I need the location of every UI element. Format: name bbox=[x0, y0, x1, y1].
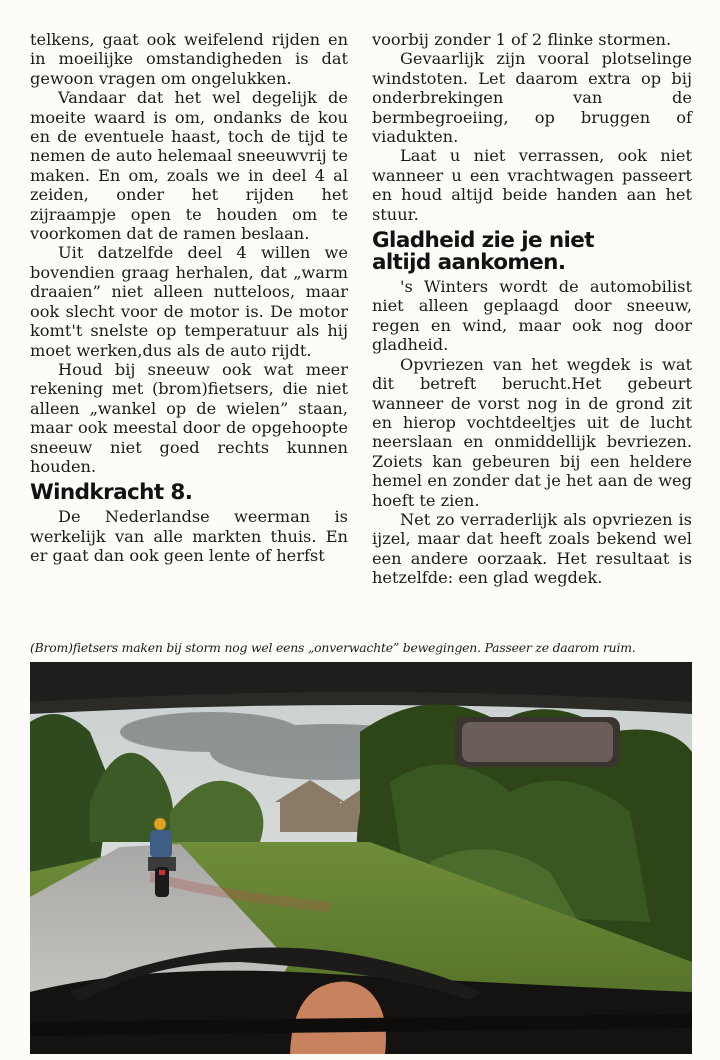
paragraph: Vandaar dat het wel degelijk de moeite waard is om, ondanks de kou en de eventuele haast, toch de tijd te nemen de auto helemaal sneeuwvrij te maken. En om, zoals we in deel 4 al zeiden, onder het rijden het zijraampje open te houden om te voorkomen dat de ramen beslaan. bbox=[30, 88, 348, 244]
paragraph: Net zo verraderlijk als opvriezen is ijzel, maar dat heeft zoals bekend wel een andere oorzaak. Het resultaat is hetzelfde: een glad wegdek. bbox=[372, 509, 692, 588]
right-column bbox=[372, 30, 692, 588]
paragraph: Opvriezen van het wegdek is wat dit betreft berucht.Het gebeurt wanneer de vorst nog in de grond zit en hierop vochtdeeltjes uit de lucht neerslaan en onmiddellijk bevriezen. Zoiets kan gebeuren bij een heldere hemel en zonder dat je het aan de weg hoeft te zien. bbox=[372, 354, 692, 510]
left-column bbox=[30, 30, 348, 566]
heading-line: Gladheid zie je niet bbox=[372, 228, 594, 254]
heading-line: altijd aankomen. bbox=[372, 250, 566, 276]
paragraph: voorbij zonder 1 of 2 flinke stormen. bbox=[372, 30, 672, 49]
paragraph: De Nederlandse weerman is werkelijk van alle markten thuis. En er gaat dan ook geen lente of herfst bbox=[30, 507, 348, 566]
photo-windshield-view bbox=[30, 662, 692, 1054]
paragraph: 's Winters wordt de automobilist niet alleen geplaagd door sneeuw, regen en wind, maar ook nog door gladheid. bbox=[372, 277, 692, 355]
paragraph: Uit datzelfde deel 4 willen we bovendien graag herhalen, dat „warm draaien” niet alleen nutteloos, maar ook slecht voor de motor is. De motor komt't snelste op temperatuur als hij moet werken,dus als de auto rijdt. bbox=[30, 243, 348, 360]
photo-caption: (Brom)fietsers maken bij storm nog wel eens „onverwachte” bewegingen. Passeer ze daarom ruim. bbox=[30, 640, 636, 655]
paragraph: Gevaarlijk zijn vooral plotselinge windstoten. Let daarom extra op bij onderbrekingen van de bermbegroeiing, op bruggen of viadukten. bbox=[372, 49, 692, 147]
paragraph: Houd bij sneeuw ook wat meer rekening met (brom)fietsers, die niet alleen „wankel op de wielen” staan, maar ook meestal door de opgehoopte sneeuw niet goed rechts kunnen houden. bbox=[30, 359, 348, 476]
paragraph: telkens, gaat ook weifelend rijden en in moeilijke omstandigheden is dat gewoon vragen om ongelukken. bbox=[30, 30, 348, 88]
section-heading-gladheid bbox=[372, 230, 692, 274]
section-heading-windkracht: Windkracht 8. bbox=[30, 480, 193, 506]
paragraph: Laat u niet verrassen, ook niet wanneer u een vrachtwagen passeert en houd altijd beide handen aan het stuur. bbox=[372, 146, 692, 224]
